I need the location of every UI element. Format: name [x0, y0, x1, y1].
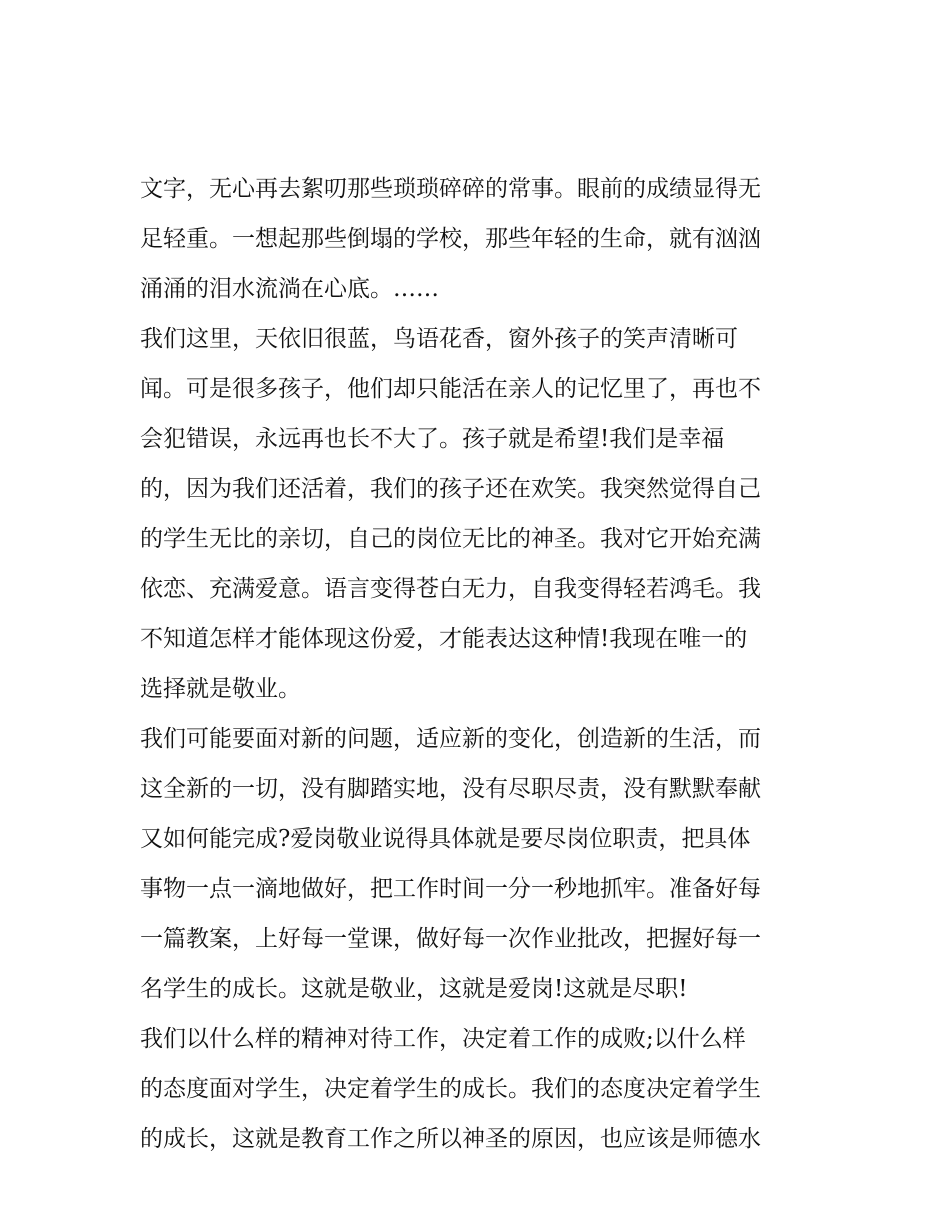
text-line: 选择就是敬业。	[140, 676, 301, 702]
text-line: 依恋、充满爱意。语言变得苍白无力，自我变得轻若鸿毛。我	[140, 576, 761, 602]
text-line: 涌涌的泪水流淌在心底。……	[140, 276, 439, 302]
text-line: 事物一点一滴地做好，把工作时间一分一秒地抓牢。准备好每	[140, 876, 761, 902]
text-line: 我们以什么样的精神对待工作，决定着工作的成败;以什么样	[140, 1026, 746, 1052]
text-line: 足轻重。一想起那些倒塌的学校，那些年轻的生命，就有汹汹	[140, 226, 761, 252]
text-line: 一篇教案，上好每一堂课，做好每一次作业批改，把握好每一	[140, 926, 761, 952]
text-line: 不知道怎样才能体现这份爱，才能表达这种情!我现在唯一的	[140, 626, 748, 652]
text-line: 的成长，这就是教育工作之所以神圣的原因，也应该是师德水	[140, 1126, 761, 1152]
text-line: 的学生无比的亲切，自己的岗位无比的神圣。我对它开始充满	[140, 526, 761, 552]
text-line: 名学生的成长。这就是敬业，这就是爱岗!这就是尽职!	[140, 976, 688, 1002]
text-line: 我们这里，天依旧很蓝，鸟语花香，窗外孩子的笑声清晰可	[140, 326, 738, 352]
text-line: 的，因为我们还活着，我们的孩子还在欢笑。我突然觉得自己	[140, 476, 761, 502]
text-line: 我们可能要面对新的问题，适应新的变化，创造新的生活，而	[140, 726, 761, 752]
text-line: 闻。可是很多孩子，他们却只能活在亲人的记忆里了，再也不	[140, 376, 761, 402]
text-line: 的态度面对学生，决定着学生的成长。我们的态度决定着学生	[140, 1076, 761, 1102]
body-text	[140, 164, 820, 1164]
text-line: 会犯错误，永远再也长不大了。孩子就是希望!我们是幸福	[140, 426, 725, 452]
text-line: 又如何能完成?爱岗敬业说得具体就是要尽岗位职责，把具体	[140, 826, 751, 852]
text-line: 文字，无心再去絮叨那些琐琐碎碎的常事。眼前的成绩显得无	[140, 176, 761, 202]
text-line: 这全新的一切，没有脚踏实地，没有尽职尽责，没有默默奉献	[140, 776, 761, 802]
